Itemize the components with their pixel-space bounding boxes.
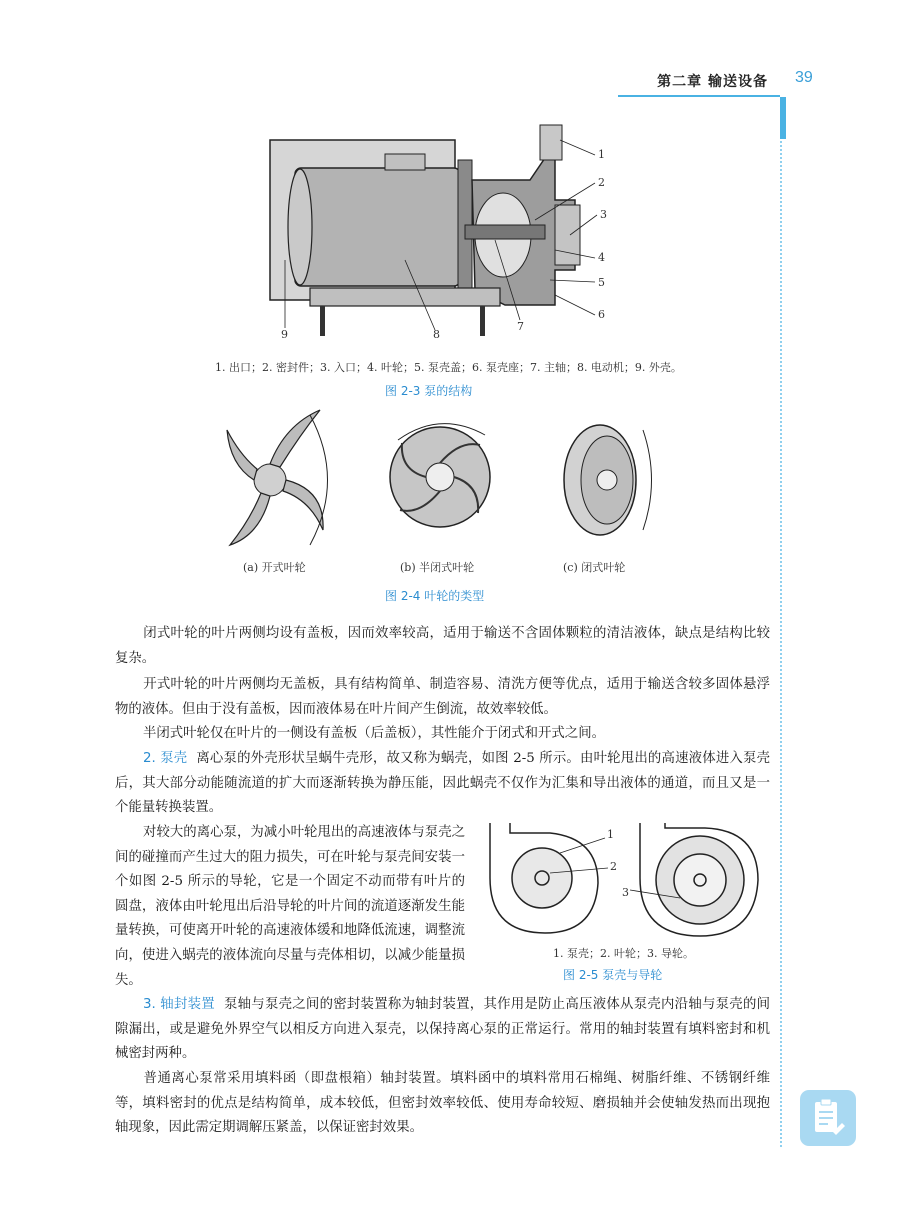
figure-casing-guide-wheel — [480, 818, 770, 948]
callout-7: 7 — [517, 320, 524, 333]
callout-4: 4 — [598, 251, 605, 264]
figure-impeller-closed — [555, 415, 655, 545]
figure-impeller-open — [225, 405, 335, 555]
margin-dotted-line — [780, 97, 782, 1147]
figure-pump-structure — [265, 110, 645, 345]
margin-tab — [780, 97, 786, 139]
section-heading-shaft-seal: 3. 轴封装置 — [143, 997, 215, 1012]
page-header — [0, 67, 900, 97]
figure-2-3-caption: 图 2-3 泵的结构 — [385, 384, 473, 398]
figure-2-5-legend: 1. 泵壳；2. 叶轮；3. 导轮。 — [553, 947, 694, 960]
paragraph-closed-impeller: 闭式叶轮的叶片两侧均设有盖板，因而效率较高，适用于输送不含固体颗粒的清洁液体，缺点是结构比较复杂。 — [115, 626, 770, 666]
paragraph-packing-seal: 普通离心泵常采用填料函（即盘根箱）轴封装置。填料函中的填料常用石棉绳、树脂纤维、不锈钢纤维等，填料密封的优点是结构简单，成本较低，但密封效率较低、使用寿命较短、磨损轴并会使轴发热而出现抱轴现象，因此需定期调解压紧盖，以保证密封效果。 — [115, 1071, 770, 1136]
callout-casing: 1 — [607, 828, 614, 841]
notes-icon[interactable] — [800, 1090, 856, 1146]
figure-2-3-legend: 1. 出口；2. 密封件；3. 入口；4. 叶轮；5. 泵壳盖；6. 泵壳座；7. 主轴；8. 电动机；9. 外壳。 — [215, 361, 682, 374]
callout-5: 5 — [598, 276, 605, 289]
header-rule — [618, 95, 780, 97]
paragraph-pump-casing: 2. 泵壳 离心泵的外壳形状呈蜗牛壳形，故又称为蜗壳，如图 2-5 所示。由叶轮甩出的高速液体进入泵壳后，其大部分动能随流道的扩大而逐渐转换为静压能，因此蜗壳不仅作为汇集和导出液体的通道，而且又是一个能量转换装置。 — [115, 751, 770, 816]
chapter-title: 第二章 输送设备 — [657, 74, 768, 90]
pump-structure-drawing — [265, 110, 645, 345]
callout-impeller: 2 — [610, 860, 617, 873]
callout-guide-wheel: 3 — [622, 886, 629, 899]
figure-impeller-semi-closed — [380, 415, 500, 535]
impeller-semi-closed-label: (b) 半闭式叶轮 — [400, 561, 475, 574]
paragraph-semi-closed-impeller: 半闭式叶轮仅在叶片的一侧设有盖板（后盖板），其性能介于闭式和开式之间。 — [143, 726, 605, 741]
section-heading-pump-casing: 2. 泵壳 — [143, 751, 188, 766]
impeller-open-label: (a) 开式叶轮 — [243, 561, 306, 574]
impeller-closed-label: (c) 闭式叶轮 — [563, 561, 626, 574]
callout-6: 6 — [598, 308, 605, 321]
callout-9: 9 — [281, 328, 288, 341]
page-number: 39 — [795, 69, 813, 86]
callout-2: 2 — [598, 176, 605, 189]
figure-2-5-caption: 图 2-5 泵壳与导轮 — [563, 968, 663, 982]
callout-8: 8 — [433, 328, 440, 341]
figure-2-4-caption: 图 2-4 叶轮的类型 — [385, 589, 485, 603]
paragraph-guide-wheel: 对较大的离心泵，为减小叶轮甩出的高速液体与泵壳之间的碰撞而产生过大的阻力损失，可在叶轮与泵壳间安装一个如图 2-5 所示的导轮，它是一个固定不动而带有叶片的圆盘，液体由叶轮甩出后沿导轮的叶片间的流道逐渐发生能量转换，可使离开叶轮的高速液体缓和地降低流速，调整流向，使进入蜗壳的液体流向尽量与壳体相切，以减少能量损失。 — [115, 825, 465, 988]
paragraph-open-impeller: 开式叶轮的叶片两侧均无盖板，具有结构简单、制造容易、清洗方便等优点，适用于输送含较多固体悬浮物的液体。但由于没有盖板，因而液体易在叶片间产生倒流，故效率较低。 — [115, 677, 770, 717]
callout-3: 3 — [600, 208, 607, 221]
callout-1: 1 — [598, 148, 605, 161]
paragraph-shaft-seal: 3. 轴封装置 泵轴与泵壳之间的密封装置称为轴封装置，其作用是防止高压液体从泵壳内沿轴与泵壳的间隙漏出，或是避免外界空气以相反方向进入泵壳，以保持离心泵的正常运行。常用的轴封装置有填料密封和机械密封两种。 — [115, 997, 770, 1062]
